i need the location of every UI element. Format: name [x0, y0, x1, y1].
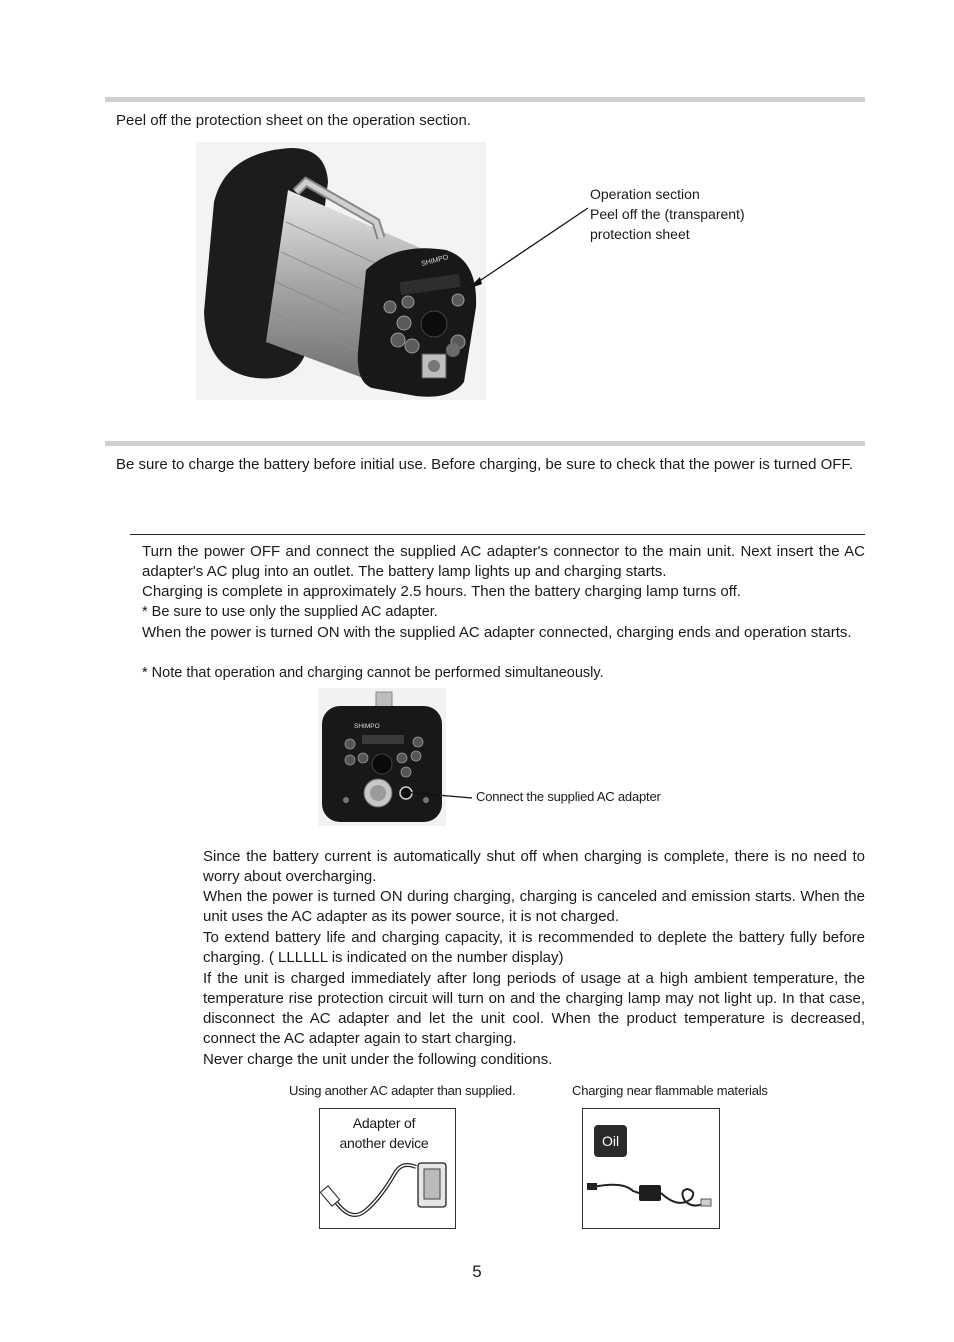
panel-brand-label: SHIMPO: [354, 723, 380, 730]
step-complete: Charging is complete in approximately 2.5 hours. Then the battery charging lamp turns off.: [142, 583, 741, 600]
device-brand-label: SHIMPO: [420, 254, 450, 268]
other-adapter-label-line2: another device: [339, 1135, 429, 1151]
callout-text: Operation section Peel off the (transparent) protection sheet: [590, 186, 745, 242]
peel-instruction: Peel off the protection sheet on the operation section.: [116, 112, 471, 129]
other-adapter-icon: [320, 1153, 455, 1227]
charging-intro: Be sure to charge the battery before initial use. Before charging, be sure to check that the power is turned OFF.: [116, 456, 854, 473]
note-temperature: If the unit is charged immediately after long periods of usage at a high ambient temperature, the temperature rise protection circuit will turn on and the charging lamp may not light up. In that case, disconnect the AC adapter and let the unit cool. When the product temperature is decreased, connect the AC adapter again to start charging.: [203, 970, 865, 1047]
section-divider-top: [105, 97, 865, 102]
other-adapter-label-line1: Adapter of: [352, 1115, 416, 1131]
device-illustration: [196, 142, 486, 400]
page-number: 5: [472, 1262, 482, 1281]
section-divider-charging: [105, 441, 865, 446]
adapter-pointer-line: [400, 788, 475, 804]
note-power-during-charge: When the power is turned ON during charging, charging is canceled and emission starts. When the unit uses the AC adapter as its power source, it is not charged.: [203, 888, 865, 925]
step-connect: Turn the power OFF and connect the supplied AC adapter's connector to the main unit. Next insert the AC adapter's AC plug into an outlet. The battery lamp lights up and charging starts.: [142, 543, 865, 580]
warning-box-other-adapter: [319, 1108, 456, 1229]
oil-label: Oil: [594, 1125, 627, 1157]
warning-box-flammable: [582, 1108, 720, 1229]
warning-caption-adapter: Using another AC adapter than supplied.: [289, 1083, 516, 1098]
subsection-rule: [130, 534, 865, 535]
adapter-cable-icon: [583, 1165, 719, 1227]
step-power-on: When the power is turned ON with the supplied AC adapter connected, charging ends and operation starts.: [142, 624, 852, 641]
figure-caption-adapter: Connect the supplied AC adapter: [476, 789, 661, 804]
callout-arrow: [460, 200, 595, 295]
note-overcharge: Since the battery current is automatically shut off when charging is complete, there is no need to worry about overcharging.: [203, 848, 865, 885]
note-battery-life: To extend battery life and charging capacity, it is recommended to deplete the battery fully before charging. ( LLLLLL is indicated on the number display): [203, 929, 865, 966]
note-supplied-adapter: * Be sure to use only the supplied AC adapter.: [142, 604, 438, 620]
warning-caption-flammable: Charging near flammable materials: [572, 1083, 768, 1098]
front-panel-illustration: [318, 688, 446, 826]
note-simultaneous: * Note that operation and charging cannot be performed simultaneously.: [142, 665, 604, 681]
note-never-charge: Never charge the unit under the following conditions.: [203, 1051, 553, 1068]
